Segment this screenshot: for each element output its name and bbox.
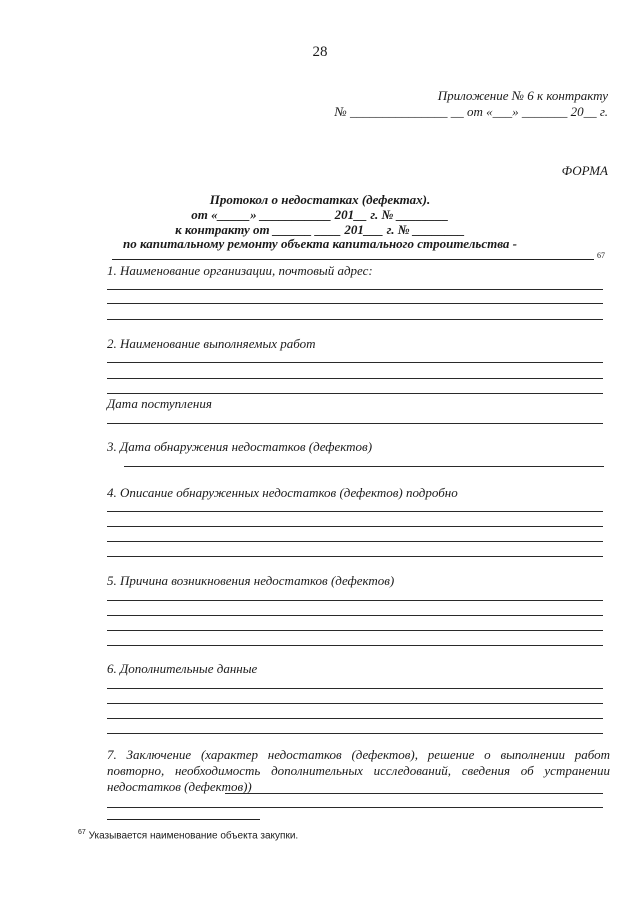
section-7-paragraph: 7. Заключение (характер недостатков (дефектов), решение о выполнении работ повторно, необходимость дополнительных исследований, сведения об устранении недостатков (дефектов)) (107, 747, 610, 794)
section-4-label: 4. Описание обнаруженных недостатков (дефектов) подробно (107, 485, 458, 500)
footnote-separator (107, 819, 260, 820)
footnote (78, 829, 298, 841)
section-5-line[interactable] (107, 615, 603, 616)
footnote-text: Указывается наименование объекта закупки. (88, 830, 299, 842)
section-1-line[interactable] (107, 289, 603, 290)
section-1-label: 1. Наименование организации, почтовый адрес: (107, 263, 373, 278)
section-6-label: 6. Дополнительные данные (107, 661, 258, 676)
section-7-line[interactable] (107, 807, 603, 808)
annex-contract-line: № _______________ __ от «___» _______ 20__ г. (334, 104, 608, 119)
section-4-line[interactable] (107, 541, 603, 542)
date-received-label: Дата поступления (107, 396, 212, 411)
section-4-line[interactable] (107, 556, 603, 557)
section-4-line[interactable] (107, 511, 603, 512)
footnote-reference: 67 (597, 251, 605, 260)
contract-reference-line: к контракту от ______ ____ 201___ г. № ________ (175, 222, 465, 237)
page-number: 28 (312, 44, 328, 60)
section-3-line[interactable] (124, 466, 604, 467)
footnote-mark: 67 (78, 829, 86, 836)
section-5-label: 5. Причина возникновения недостатков (дефектов) (107, 573, 395, 588)
protocol-title: Протокол о недостатках (дефектах). (209, 192, 431, 207)
date-received-line[interactable] (107, 423, 603, 424)
object-line: по капитальному ремонту объекта капитального строительства - (122, 236, 518, 251)
section-2-label: 2. Наименование выполняемых работ (107, 336, 316, 351)
section-6-line[interactable] (107, 703, 603, 704)
form-label: ФОРМА (561, 163, 608, 178)
section-1-line[interactable] (107, 303, 603, 304)
section-5-line[interactable] (107, 630, 603, 631)
section-5-line[interactable] (107, 645, 603, 646)
section-5-line[interactable] (107, 600, 603, 601)
annex-title: Приложение № 6 к контракту (437, 88, 608, 103)
section-2-line[interactable] (107, 378, 603, 379)
protocol-date-line: от «_____» ___________ 201__ г. № ________ (191, 207, 449, 222)
section-1-line[interactable] (107, 319, 603, 320)
object-name-rule[interactable] (112, 259, 594, 260)
section-2-line[interactable] (107, 393, 603, 394)
section-6-line[interactable] (107, 733, 603, 734)
section-2-line[interactable] (107, 362, 603, 363)
section-6-line[interactable] (107, 688, 603, 689)
section-4-line[interactable] (107, 526, 603, 527)
section-7-line[interactable] (225, 793, 603, 794)
section-3-label: 3. Дата обнаружения недостатков (дефектов) (107, 439, 373, 454)
section-6-line[interactable] (107, 718, 603, 719)
